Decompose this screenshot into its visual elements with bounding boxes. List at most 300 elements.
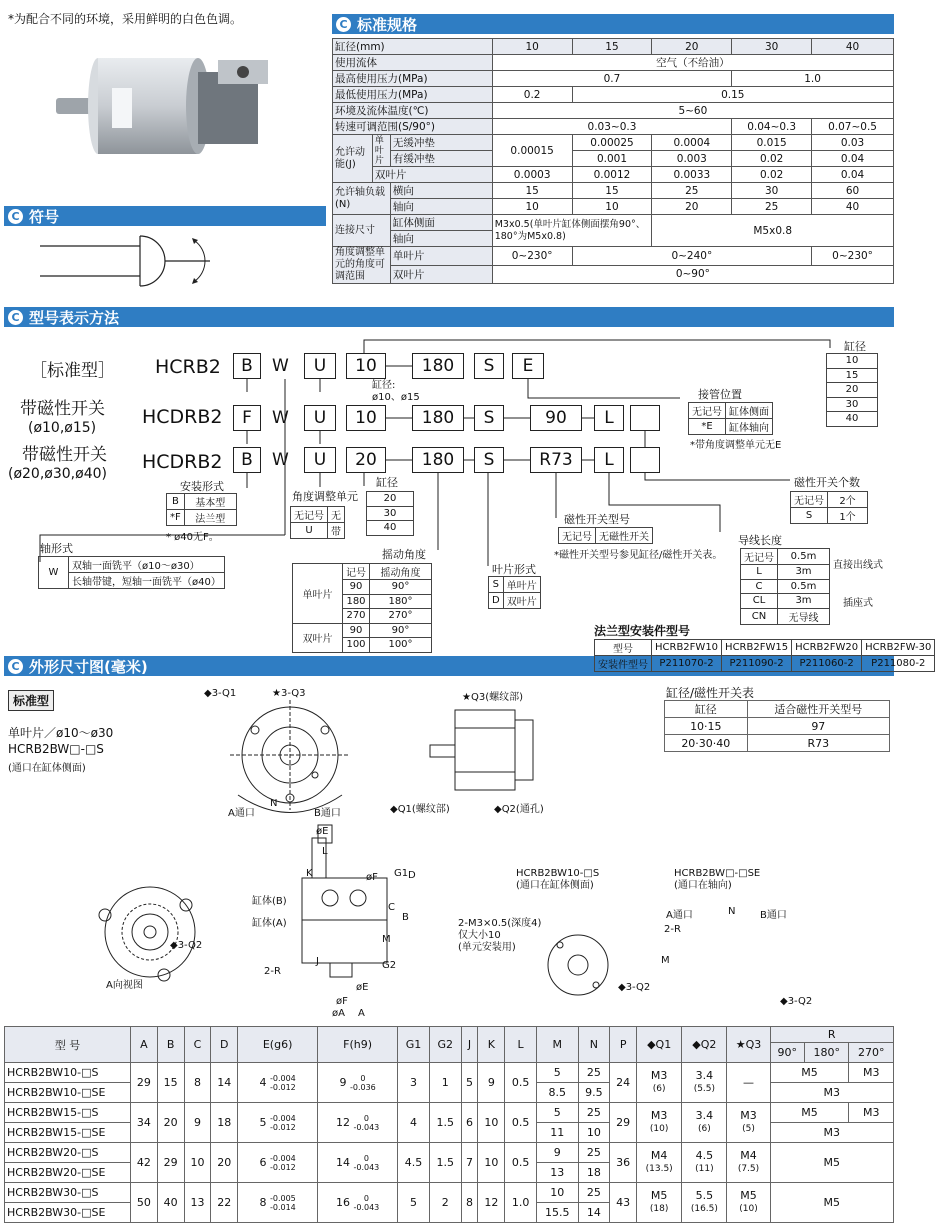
text-label: 0: [360, 1073, 366, 1083]
dim-f2: øF: [336, 996, 348, 1007]
table-cell: 0.0003: [492, 167, 572, 183]
table-cell: 单叶片: [372, 135, 390, 167]
model-title: 型号表示方法: [29, 308, 120, 327]
table-cell: D: [211, 1027, 238, 1063]
text-label: (5): [742, 1124, 755, 1134]
table-cell: 15: [572, 183, 652, 199]
table-cell: 双叶片: [293, 623, 343, 652]
table-cell: 100: [343, 638, 370, 653]
code-adjust: U: [304, 353, 336, 379]
table-cell: R: [770, 1027, 893, 1043]
table-cell: 15: [492, 183, 572, 199]
shaft-table: [38, 556, 225, 589]
table-cell: 4: [398, 1103, 430, 1143]
table-cell: 0.5: [505, 1143, 537, 1183]
symbol-section-bar: [4, 206, 326, 226]
bore-switch-table: [664, 700, 890, 752]
text-label: 5.5: [695, 1189, 714, 1202]
table-cell: 0.2: [492, 87, 572, 103]
table-cell: 空气（不给油）: [492, 55, 893, 71]
code-bore: 10: [346, 353, 386, 379]
code-adjust: U: [304, 447, 336, 473]
table-cell: 缸径(mm): [333, 39, 493, 55]
table-cell: C: [184, 1027, 211, 1063]
table-cell: 0.03~0.3: [492, 119, 732, 135]
table-cell: 25: [652, 183, 732, 199]
table-cell: M5x0.8: [652, 215, 894, 247]
table-cell: U: [291, 523, 328, 539]
text-label: -0.043: [353, 1122, 380, 1132]
table-cell: 0.5m: [778, 579, 830, 594]
table-cell: 10: [478, 1143, 505, 1183]
table-cell: 双叶片: [503, 593, 540, 609]
table-cell: 13: [184, 1183, 211, 1223]
prefix-switch-large: HCDRB2: [142, 451, 223, 473]
label-aview: A向视图: [106, 980, 143, 991]
dim-a-dia: øA: [332, 1008, 345, 1019]
label-q2-3: ◆3-Q2: [780, 996, 813, 1007]
lead-label: 导线长度: [738, 534, 782, 547]
dim-k: K: [306, 868, 313, 879]
bore-switch-label: 缸径/磁性开关表: [666, 686, 755, 700]
table-cell: 型 号: [5, 1027, 131, 1063]
table-cell: *F: [167, 510, 185, 526]
table-cell: 带: [328, 523, 345, 539]
table-cell: 插座式: [843, 598, 873, 609]
table-cell: 10: [578, 1123, 610, 1143]
table-cell: 使用流体: [333, 55, 493, 71]
actuator-symbol: [40, 226, 240, 296]
table-cell: HCRB2FW10: [652, 640, 722, 656]
model-section-bar: [4, 307, 894, 327]
dim-c: C: [388, 902, 395, 913]
table-cell: 0.5: [505, 1063, 537, 1103]
text-label: (通口在缸体侧面): [516, 880, 594, 891]
table-cell: 40: [812, 39, 894, 55]
dim-l: L: [322, 846, 328, 857]
mount-note: * ø40无F。: [166, 532, 219, 543]
text-label: (13.5): [645, 1164, 673, 1174]
dimension-table: [4, 1026, 894, 1223]
table-cell: A: [131, 1027, 158, 1063]
table-cell: 30: [827, 397, 878, 412]
label-body-b: 缸体(B): [252, 896, 287, 907]
section-icon: C: [336, 17, 351, 32]
swing-label: 摇动角度: [382, 548, 426, 561]
text-label: (10): [739, 1204, 758, 1214]
code-vane: S: [474, 405, 504, 431]
table-cell: 0~240°: [572, 247, 812, 266]
table-cell: 40: [157, 1183, 184, 1223]
swing-table: [292, 563, 432, 653]
text-label: 0: [363, 1113, 369, 1123]
symbol-title: 符号: [29, 207, 60, 226]
table-cell: 4.5: [398, 1143, 430, 1183]
table-cell: 6: [461, 1103, 478, 1143]
table-cell: 8: [184, 1063, 211, 1103]
table-cell: HCRB2FW15: [722, 640, 792, 656]
dim-a: A: [358, 1008, 365, 1019]
code-shaft: W: [272, 408, 289, 428]
code-lead: L: [594, 447, 624, 473]
table-cell: 长轴带键，短轴一面铣平（ø40）: [69, 573, 225, 589]
dim-b: B: [402, 912, 409, 923]
label-q3: ★3-Q3: [272, 688, 306, 699]
table-cell: 3m: [778, 594, 830, 609]
bore2-table: [366, 491, 414, 536]
text-label: -0.004: [269, 1153, 296, 1163]
table-cell: 30: [732, 39, 812, 55]
table-cell: 270°: [849, 1043, 894, 1063]
mount-table: [166, 493, 237, 526]
text-label: (6): [697, 1124, 711, 1134]
table-cell: 20·30·40: [665, 735, 748, 752]
table-cell: 无导线: [778, 608, 830, 624]
text-label: -0.004: [269, 1073, 296, 1083]
table-cell: 180°: [370, 594, 432, 609]
label-q2: ◆3-Q2: [170, 940, 203, 951]
dim-m: M: [382, 934, 391, 945]
table-cell: 90°: [770, 1043, 805, 1063]
table-cell: 25: [578, 1063, 610, 1083]
text-label: -0.004: [269, 1113, 296, 1123]
table-cell: 单叶片: [503, 577, 540, 593]
table-cell: W: [39, 557, 69, 589]
code-bore: 10: [346, 405, 386, 431]
table-cell: 单叶片: [390, 247, 492, 266]
table-cell: 单叶片: [293, 564, 343, 624]
table-cell: 29: [131, 1063, 158, 1103]
table-cell: 2个: [828, 492, 868, 508]
text-label: 0: [363, 1153, 369, 1163]
table-cell: M3: [770, 1083, 893, 1103]
table-cell: 15: [572, 39, 652, 55]
switch-type-note: *磁性开关型号参见缸径/磁性开关表。: [554, 550, 723, 561]
spec-section-bar: [332, 14, 894, 34]
label-body-a: 缸体(A): [252, 918, 287, 929]
table-cell: 10: [492, 39, 572, 55]
table-cell: 1.0: [505, 1183, 537, 1223]
switch-type-label: 磁性开关型号: [564, 513, 630, 526]
table-cell: 5: [398, 1183, 430, 1223]
table-cell: S: [791, 508, 828, 524]
flange-table: [594, 639, 935, 672]
text-label: (ø10,ø15): [28, 420, 97, 436]
table-cell: 0.0012: [572, 167, 652, 183]
table-cell: 基本型: [184, 494, 236, 510]
text-label: 带磁性开关: [20, 399, 105, 419]
dim-e: øE: [316, 826, 329, 837]
label-q3b: ★Q3(螺纹部): [462, 692, 524, 703]
vane-label: 叶片形式: [492, 563, 536, 576]
table-cell: 最高使用压力(MPa): [333, 71, 493, 87]
table-cell: 0.02: [732, 167, 812, 183]
table-cell: 180°: [805, 1043, 849, 1063]
table-cell: 0.001: [572, 151, 652, 167]
text-label: -0.043: [353, 1202, 380, 1212]
table-cell: 最低使用压力(MPa): [333, 87, 493, 103]
label-a-port: A通口: [228, 808, 255, 819]
table-cell: 有缓冲垫: [390, 151, 492, 167]
table-cell: HCRB2BW10-□S: [5, 1063, 131, 1083]
text-label: M3: [650, 1109, 668, 1122]
text-label: ø10、ø15: [372, 392, 420, 403]
table-cell: 0.02: [732, 151, 812, 167]
table-cell: 13: [536, 1163, 578, 1183]
text-label: 3.4: [695, 1109, 714, 1122]
table-cell: 10: [478, 1103, 505, 1143]
table-cell: 0.015: [732, 135, 812, 151]
table-cell: 7: [461, 1143, 478, 1183]
table-cell: 8.5: [536, 1083, 578, 1103]
table-cell: 25: [732, 199, 812, 215]
table-cell: F(h9): [318, 1027, 398, 1063]
table-cell: 20: [827, 383, 878, 398]
table-cell: 20: [367, 492, 414, 507]
text-label: -0.014: [269, 1202, 296, 1212]
table-cell: M: [536, 1027, 578, 1063]
adjust-table: [290, 506, 345, 539]
table-cell: HCRB2BW20-□SE: [5, 1163, 131, 1183]
table-cell: 无缓冲垫: [390, 135, 492, 151]
code-shaft: W: [272, 356, 289, 376]
table-cell: 2: [429, 1183, 461, 1223]
table-cell: 0.0033: [652, 167, 732, 183]
text-label: (通口在轴向): [674, 880, 732, 891]
table-cell: 20: [157, 1103, 184, 1143]
label-2r: 2-R: [264, 966, 281, 977]
text-label: M4: [740, 1149, 757, 1162]
drawing-model: HCRB2BW□-□S: [8, 742, 104, 756]
text-label: (5.5): [693, 1084, 716, 1094]
text-label: 5: [259, 1115, 267, 1129]
table-cell: 5: [536, 1063, 578, 1083]
table-cell: M3x0.5(单叶片缸体侧面摆角90°、180°为M5x0.8): [492, 215, 652, 247]
text-label: 9: [339, 1075, 347, 1089]
spec-table: [332, 38, 894, 284]
standard-tag: 标准型: [8, 690, 54, 711]
table-cell: 10: [827, 354, 878, 369]
switch-count-label: 磁性开关个数: [794, 476, 860, 489]
table-cell: 0.04: [812, 167, 894, 183]
table-cell: 15: [827, 368, 878, 383]
text-label: 16: [335, 1195, 350, 1209]
table-cell: 9: [184, 1103, 211, 1143]
code-adjust: U: [304, 405, 336, 431]
table-cell: 12: [478, 1183, 505, 1223]
label-m3: [458, 918, 541, 954]
table-cell: 270°: [370, 609, 432, 624]
table-cell: 缸体侧面: [726, 403, 773, 419]
table-cell: 15.5: [536, 1203, 578, 1223]
text-label: 带磁性开关: [22, 445, 107, 465]
drawing-single: 单叶片／ø10～ø30: [8, 726, 114, 740]
table-cell: 36: [610, 1143, 637, 1183]
table-cell: 100°: [370, 638, 432, 653]
table-cell: 11: [536, 1123, 578, 1143]
table-cell: 连接尺寸: [333, 215, 391, 247]
table-cell: G1: [398, 1027, 430, 1063]
table-cell: 30: [732, 183, 812, 199]
flange-label: 法兰型安装件型号: [594, 624, 691, 638]
text-label: 0: [363, 1193, 369, 1203]
table-cell: 25: [578, 1103, 610, 1123]
text-label: (单元安装用): [458, 942, 516, 953]
table-cell: 90: [343, 580, 370, 595]
table-cell: HCRB2BW20-□S: [5, 1143, 131, 1163]
table-cell: P211070-2: [652, 656, 722, 672]
table-cell: P211090-2: [722, 656, 792, 672]
table-cell: ★Q3: [727, 1027, 770, 1063]
table-cell: 无记号: [741, 549, 778, 565]
table-cell: 允许轴负载(N): [333, 183, 391, 215]
table-cell: 180: [343, 594, 370, 609]
table-cell: 9.5: [578, 1083, 610, 1103]
table-cell: —: [727, 1063, 770, 1103]
table-cell: M5: [770, 1183, 893, 1223]
table-cell: 无: [328, 507, 345, 523]
table-cell: 40: [827, 412, 878, 427]
text-label: 4: [259, 1075, 267, 1089]
table-cell: M5: [770, 1103, 849, 1123]
label-n-2: N: [728, 906, 736, 917]
table-cell: 90°: [370, 580, 432, 595]
text-label: M5: [740, 1189, 757, 1202]
table-cell: 24: [610, 1063, 637, 1103]
text-label: (16.5): [690, 1204, 718, 1214]
table-cell: 29: [157, 1143, 184, 1183]
table-cell: B: [157, 1027, 184, 1063]
prefix-standard: HCRB2: [155, 356, 221, 378]
table-cell: 20: [211, 1143, 238, 1183]
table-cell: 缸径: [665, 701, 748, 718]
code-mount: F: [233, 405, 261, 431]
table-cell: 9: [478, 1063, 505, 1103]
table-cell: 无磁性开关: [596, 528, 653, 544]
table-cell: 10: [492, 199, 572, 215]
table-cell: 40: [812, 199, 894, 215]
table-cell: 0.04~0.3: [732, 119, 812, 135]
mount-label: 安装形式: [180, 480, 224, 493]
table-cell: 3: [398, 1063, 430, 1103]
table-cell: 0.5m: [778, 549, 830, 565]
text-label: (18): [649, 1204, 669, 1214]
table-cell: S: [489, 577, 504, 593]
table-cell: CN: [741, 608, 778, 624]
intro-note: *为配合不同的环境，采用鲜明的白色色调。: [8, 12, 243, 26]
table-cell: 0.04: [812, 151, 894, 167]
table-cell: 10: [536, 1183, 578, 1203]
table-cell: HCRB2BW15-□S: [5, 1103, 131, 1123]
text-label: (7.5): [737, 1164, 760, 1174]
table-cell: 双叶片: [390, 265, 492, 284]
table-cell: 转速可调范围(S/90°): [333, 119, 493, 135]
text-label: (11): [695, 1164, 714, 1174]
table-cell: 1.5: [429, 1143, 461, 1183]
label-2r-2: 2-R: [664, 924, 681, 935]
table-cell: R73: [747, 735, 889, 752]
table-cell: M3: [849, 1103, 894, 1123]
text-label: M4: [650, 1149, 668, 1162]
label-q2-small: ◆3-Q2: [618, 982, 651, 993]
text-label: 8: [259, 1195, 267, 1209]
switch-count-table: [790, 491, 868, 524]
label-q2b: ◆Q2(通孔): [494, 804, 544, 815]
label-q1: ◆3-Q1: [204, 688, 237, 699]
label-b-port: B通口: [314, 808, 341, 819]
table-cell: 14: [211, 1063, 238, 1103]
table-cell: HCRB2BW10-□SE: [5, 1083, 131, 1103]
table-cell: 无记号: [291, 507, 328, 523]
label-m-2: M: [661, 955, 670, 966]
code-mount: B: [233, 353, 261, 379]
dims-title: 外形尺寸图(毫米): [29, 657, 148, 676]
table-cell: 缸体轴向: [726, 419, 773, 435]
table-cell: 环境及流体温度(℃): [333, 103, 493, 119]
table-cell: 20: [652, 39, 732, 55]
text-label: (ø20,ø30,ø40): [8, 466, 107, 482]
table-cell: 34: [131, 1103, 158, 1143]
table-cell: 1.5: [429, 1103, 461, 1143]
table-cell: 轴向: [390, 199, 492, 215]
table-cell: 0.00025: [572, 135, 652, 151]
label-a-port-2: A通口: [666, 910, 693, 921]
table-cell: 5: [536, 1103, 578, 1123]
label-b-port-2: B通口: [760, 910, 787, 921]
text-label: M3: [650, 1069, 668, 1082]
label-n: N: [270, 798, 278, 809]
table-cell: 29: [610, 1103, 637, 1143]
table-cell: J: [461, 1027, 478, 1063]
section-icon: C: [8, 209, 23, 224]
vane-table: [488, 576, 541, 609]
table-cell: 双轴一面铣平（ø10～ø30）: [69, 557, 225, 573]
table-cell: 10: [572, 199, 652, 215]
table-cell: 安装件型号: [595, 656, 652, 672]
text-label: -0.005: [269, 1193, 296, 1203]
product-photo: [48, 32, 288, 182]
lead-table: [740, 548, 886, 625]
table-cell: 角度调整单元的角度可调范围: [333, 247, 391, 284]
table-cell: L: [741, 565, 778, 580]
text-label: (6): [652, 1084, 666, 1094]
table-cell: P211080-2: [862, 656, 935, 672]
table-cell: D: [489, 593, 504, 609]
label-m10: [516, 868, 599, 892]
table-cell: 允许动能(J): [333, 135, 373, 183]
table-cell: 90°: [370, 623, 432, 638]
port-note: *带角度调整单元无E: [690, 440, 782, 451]
table-cell: 22: [211, 1183, 238, 1223]
table-cell: 0.003: [652, 151, 732, 167]
prefix-switch-small: HCDRB2: [142, 406, 223, 428]
table-cell: L: [505, 1027, 537, 1063]
table-cell: 无记号: [791, 492, 828, 508]
table-cell: 法兰型: [184, 510, 236, 526]
code-lead: L: [594, 405, 624, 431]
table-cell: 25: [578, 1183, 610, 1203]
table-cell: 型号: [595, 640, 652, 656]
table-cell: 1: [429, 1063, 461, 1103]
table-cell: ◆Q1: [637, 1027, 682, 1063]
text-label: -0.012: [269, 1162, 296, 1172]
spec-title: 标准规格: [357, 15, 418, 34]
table-cell: 18: [211, 1103, 238, 1143]
code-angle: 180: [412, 353, 464, 379]
table-cell: 42: [131, 1143, 158, 1183]
text-label: M3: [740, 1109, 757, 1122]
dim-j: J: [316, 956, 319, 967]
